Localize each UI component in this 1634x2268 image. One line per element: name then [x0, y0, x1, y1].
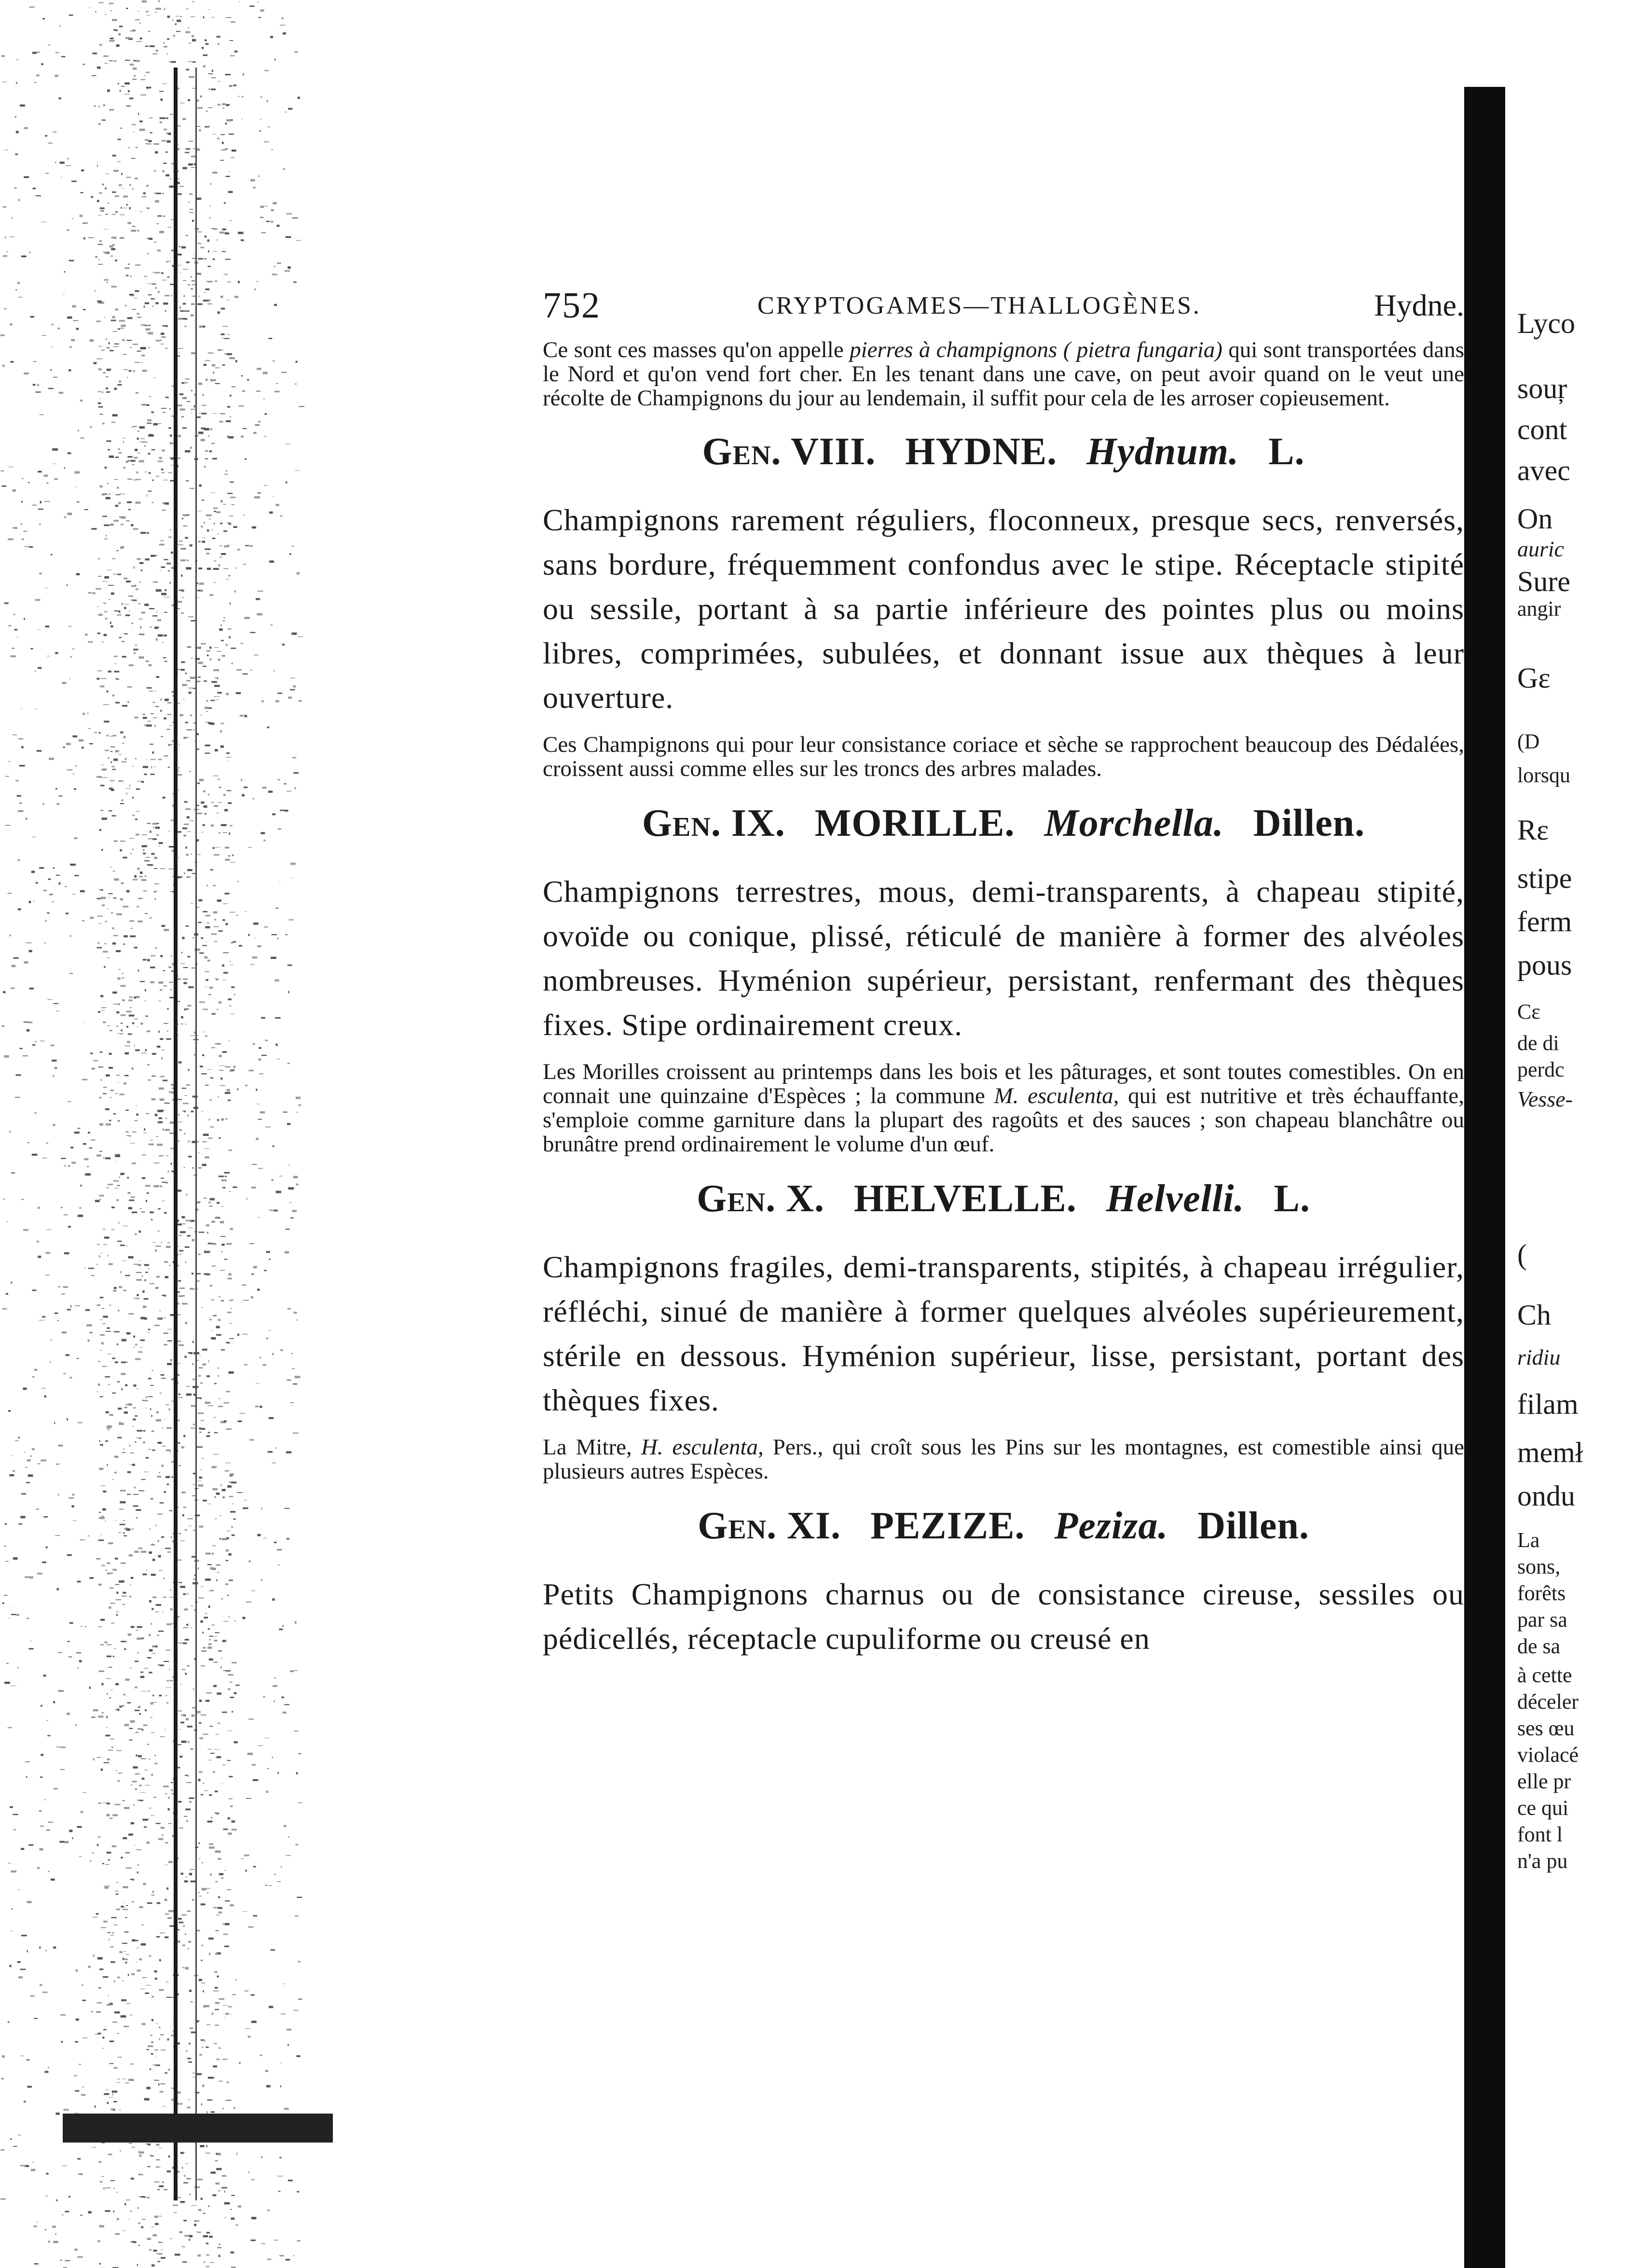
- facing-page-text-fragment: n'a pu: [1517, 1849, 1568, 1873]
- note-text-start: La Mitre,: [543, 1435, 641, 1460]
- facing-page-fragment: [1512, 0, 1634, 2268]
- facing-page-text-fragment: Gɛ: [1517, 662, 1551, 694]
- facing-page-text-fragment: Rɛ: [1517, 814, 1549, 846]
- genus-heading-hydne: [543, 429, 1464, 474]
- facing-page-text-fragment: (: [1517, 1239, 1527, 1271]
- genus-name: HYDNE.: [905, 430, 1057, 473]
- facing-page-text-fragment: ce qui: [1517, 1796, 1569, 1820]
- genus-description-pezize: Petits Champignons charnus ou de consistance cireuse, sessiles ou pédicellés, réceptacle cupuliforme ou creusé en: [543, 1577, 1464, 1656]
- running-title: CRYPTOGAMES—THALLOGÈNES.: [757, 292, 1201, 319]
- facing-page-text-fragment: avec: [1517, 455, 1570, 486]
- genus-number: VIII.: [791, 430, 876, 473]
- genus-note-morille: [543, 1060, 1464, 1156]
- note-text-end: , Pers., qui croît sous les Pins sur les montagnes, est comestible ainsi que plusieurs autres Espèces.: [543, 1435, 1464, 1484]
- genus-note-helvelle: [543, 1435, 1464, 1483]
- gen-prefix: Gen.: [697, 1177, 776, 1220]
- facing-page-text-fragment: de sa: [1517, 1634, 1561, 1658]
- facing-page-text-fragment: La: [1517, 1528, 1540, 1552]
- genus-name: PEZIZE.: [870, 1505, 1025, 1547]
- facing-page-text-fragment: ferm: [1517, 906, 1572, 938]
- gen-prefix: Gen.: [702, 430, 782, 473]
- note-text-start: Les Morilles croissent au printemps dans les bois et les pâturages, et sont toutes comestibles. On en connait une quinzaine d'Espèces ; la commune: [543, 1059, 1464, 1108]
- genus-authority: Dillen.: [1253, 802, 1365, 844]
- facing-page-text-fragment: On: [1517, 503, 1553, 535]
- genus-latin: Helvelli.: [1106, 1177, 1245, 1220]
- genus-heading-pezize: [543, 1504, 1464, 1548]
- facing-page-text-fragment: pous: [1517, 949, 1572, 981]
- facing-page-text-fragment: Vesse-: [1517, 1087, 1573, 1111]
- genus-name: HELVELLE.: [853, 1177, 1077, 1220]
- facing-page-text-fragment: souŗ: [1517, 373, 1567, 404]
- facing-page-text-fragment: font l: [1517, 1823, 1563, 1846]
- genus-description-hydne: Champignons rarement réguliers, floconneux, presque secs, renversés, sans bordure, fréquemment confondus avec le stipe. Réceptacle stipité ou sessile, portant à sa partie inférieure des pointes plus ou moins libres, comprimées, subulées, et donnant issue aux thèques à leur ouverture.: [543, 503, 1464, 715]
- facing-page-text-fragment: angir: [1517, 597, 1561, 621]
- intro-note-text-start: Ce sont ces masses qu'on appelle: [543, 337, 850, 362]
- note-species-italic: H. esculenta: [641, 1435, 758, 1460]
- genus-latin: Morchella.: [1044, 802, 1224, 844]
- genus-heading-helvelle: [543, 1176, 1464, 1221]
- scanned-gutter: [0, 0, 367, 2268]
- note-text-end: , qui est nutritive et très échauffante, s'emploie comme garniture dans la plupart des ragoûts et des sauces ; son chapeau blanchâtre ou brunâtre prend ordinairement le volume d'un œuf.: [543, 1083, 1465, 1157]
- facing-page-text-fragment: (D: [1517, 730, 1540, 753]
- genus-number: IX.: [731, 802, 785, 844]
- intro-note-italic: pierres à champignons ( pietra fungaria): [850, 337, 1222, 362]
- genus-authority: Dillen.: [1197, 1505, 1309, 1547]
- gen-prefix: Gen.: [642, 802, 721, 844]
- facing-page-text-fragment: ondu: [1517, 1480, 1575, 1512]
- facing-page-text-fragment: ridiu: [1517, 1345, 1561, 1369]
- genus-note-hydne: Ces Champignons qui pour leur consistance coriace et sèche se rapprochent beaucoup des Dédalées, croissent aussi comme elles sur les troncs des arbres malades.: [543, 732, 1464, 781]
- genus-name: MORILLE.: [814, 802, 1015, 844]
- intro-note-text-end: qui sont transportées dans le Nord et qu'on vend fort cher. En les tenant dans une cave, on peut avoir quand on le veut une récolte de Champignons du jour au lendemain, il suffit pour cela de les arroser copieusement.: [543, 337, 1464, 411]
- book-page: [543, 285, 1464, 1661]
- facing-page-text-fragment: stipe: [1517, 862, 1572, 894]
- genus-authority: L.: [1268, 430, 1305, 473]
- page-header: [543, 285, 1464, 338]
- genus-latin: Peziza.: [1054, 1505, 1168, 1547]
- facing-page-text-fragment: lorsqu: [1517, 763, 1570, 787]
- facing-page-text-fragment: Cɛ: [1517, 1000, 1540, 1023]
- binding-shadow-bar: [1464, 87, 1505, 2268]
- facing-page-text-fragment: cont: [1517, 414, 1567, 445]
- facing-page-text-fragment: Ch: [1517, 1299, 1552, 1331]
- genus-description-helvelle: Champignons fragiles, demi-transparents, stipités, à chapeau irrégulier, réfléchi, sinué de manière à former quelques alvéoles supérieurement, stérile en dessous. Hyménion supérieur, lisse, persistant, portant des thèques fixes.: [543, 1250, 1464, 1417]
- facing-page-text-fragment: perdc: [1517, 1058, 1565, 1081]
- facing-page-text-fragment: Sure: [1517, 566, 1570, 597]
- facing-page-text-fragment: filam: [1517, 1388, 1579, 1420]
- genus-number: XI.: [787, 1505, 841, 1547]
- facing-page-text-fragment: elle pr: [1517, 1770, 1571, 1793]
- facing-page-text-fragment: à cette: [1517, 1663, 1572, 1687]
- running-genus: Hydne.: [1374, 288, 1464, 322]
- facing-page-text-fragment: auric: [1517, 537, 1565, 561]
- facing-page-text-fragment: memł: [1517, 1437, 1583, 1468]
- genus-heading-morille: [543, 801, 1464, 845]
- facing-page-text-fragment: sons,: [1517, 1555, 1561, 1578]
- facing-page-text-fragment: forêts: [1517, 1581, 1566, 1605]
- page-number: 752: [543, 285, 601, 326]
- genus-description-morille: Champignons terrestres, mous, demi-transparents, à chapeau stipité, ovoïde ou conique, plissé, réticulé de manière à former des alvéoles nombreuses. Hyménion supérieur, persistant, renfermant des thèques fixes. Stipe ordinairement creux.: [543, 874, 1464, 1042]
- genus-latin: Hydnum.: [1086, 430, 1239, 473]
- facing-page-text-fragment: ses œu: [1517, 1716, 1575, 1740]
- intro-note: [543, 338, 1464, 410]
- note-species-italic: M. esculenta: [994, 1083, 1113, 1108]
- facing-page-text-fragment: violacé: [1517, 1743, 1579, 1767]
- facing-page-text-fragment: de di: [1517, 1031, 1559, 1055]
- facing-page-text-fragment: Lyco: [1517, 307, 1575, 339]
- facing-page-text-fragment: par sa: [1517, 1608, 1567, 1632]
- gutter-noise-graphic: [0, 0, 367, 2268]
- facing-page-text-fragment: déceler: [1517, 1690, 1579, 1714]
- genus-number: X.: [786, 1177, 824, 1220]
- gen-prefix: Gen.: [698, 1505, 777, 1547]
- genus-authority: L.: [1274, 1177, 1310, 1220]
